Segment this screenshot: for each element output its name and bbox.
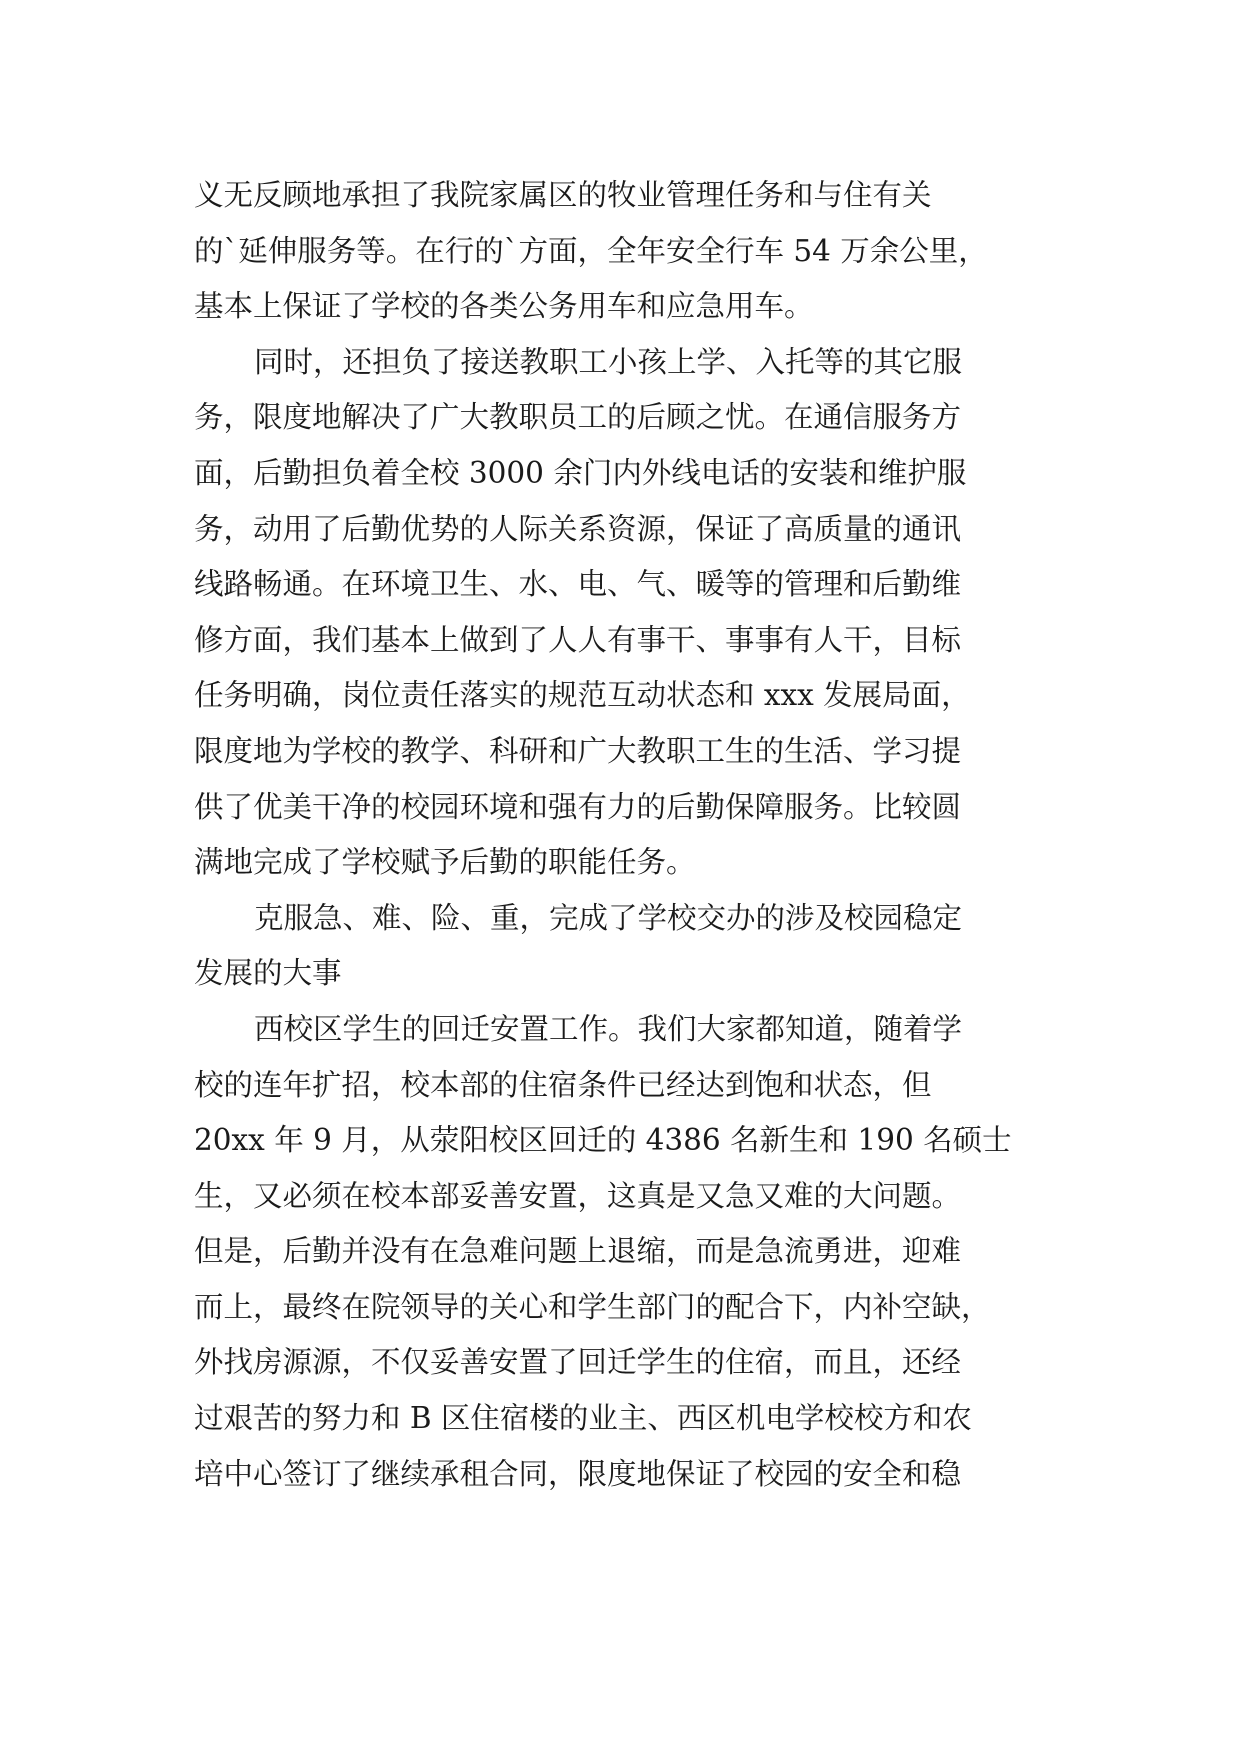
document-body — [194, 168, 1074, 1502]
text-line: 义无反顾地承担了我院家属区的牧业管理任务和与住有关 — [194, 178, 932, 212]
text-line: 务，限度地解决了广大教职员工的后顾之忧。在通信服务方 — [194, 400, 962, 435]
text-line: 的`延伸服务等。在行的`方面，全年安全行车 54 万余公里， — [194, 233, 988, 268]
paragraph-start-line: 同时，还担负了接送教职工小孩上学、入托等的其它服 — [254, 344, 963, 379]
section-heading-line: 发展的大事 — [194, 956, 342, 991]
text-line: 外找房源源，不仅妥善安置了回迁学生的住宿，而且，还经 — [194, 1345, 962, 1380]
text-line: 基本上保证了学校的各类公务用车和应急用车。 — [194, 289, 814, 324]
text-line: 任务明确，岗位责任落实的规范互动状态和 xxx 发展局面， — [194, 678, 971, 713]
text-line: 20xx 年 9 月，从荥阳校区回迁的 4386 名新生和 190 名硕士 — [194, 1123, 1012, 1158]
text-line: 而上，最终在院领导的关心和学生部门的配合下，内补空缺， — [194, 1289, 991, 1324]
text-line: 线路畅通。在环境卫生、水、电、气、暖等的管理和后勤维 — [194, 567, 962, 602]
text-line: 校的连年扩招，校本部的住宿条件已经达到饱和状态，但 — [194, 1067, 932, 1102]
text-line: 培中心签订了继续承租合同，限度地保证了校园的安全和稳 — [194, 1456, 962, 1491]
paragraph-start-line: 西校区学生的回迁安置工作。我们大家都知道，随着学 — [254, 1011, 963, 1046]
text-line: 修方面，我们基本上做到了人人有事干、事事有人干，目标 — [194, 622, 962, 657]
section-heading-line: 克服急、难、险、重，完成了学校交办的涉及校园稳定 — [254, 900, 963, 935]
text-line: 供了优美干净的校园环境和强有力的后勤保障服务。比较圆 — [194, 789, 962, 824]
text-line: 面，后勤担负着全校 3000 余门内外线电话的安装和维护服 — [194, 455, 967, 490]
text-line: 过艰苦的努力和 B 区住宿楼的业主、西区机电学校校方和农 — [194, 1401, 972, 1436]
text-line: 限度地为学校的教学、科研和广大教职工生的生活、学习提 — [194, 733, 962, 768]
text-line: 务，动用了后勤优势的人际关系资源，保证了高质量的通讯 — [194, 511, 962, 546]
text-line: 生，又必须在校本部妥善安置，这真是又急又难的大问题。 — [194, 1178, 962, 1213]
text-line: 满地完成了学校赋予后勤的职能任务。 — [194, 845, 696, 880]
text-line: 但是，后勤并没有在急难问题上退缩，而是急流勇进，迎难 — [194, 1234, 962, 1269]
